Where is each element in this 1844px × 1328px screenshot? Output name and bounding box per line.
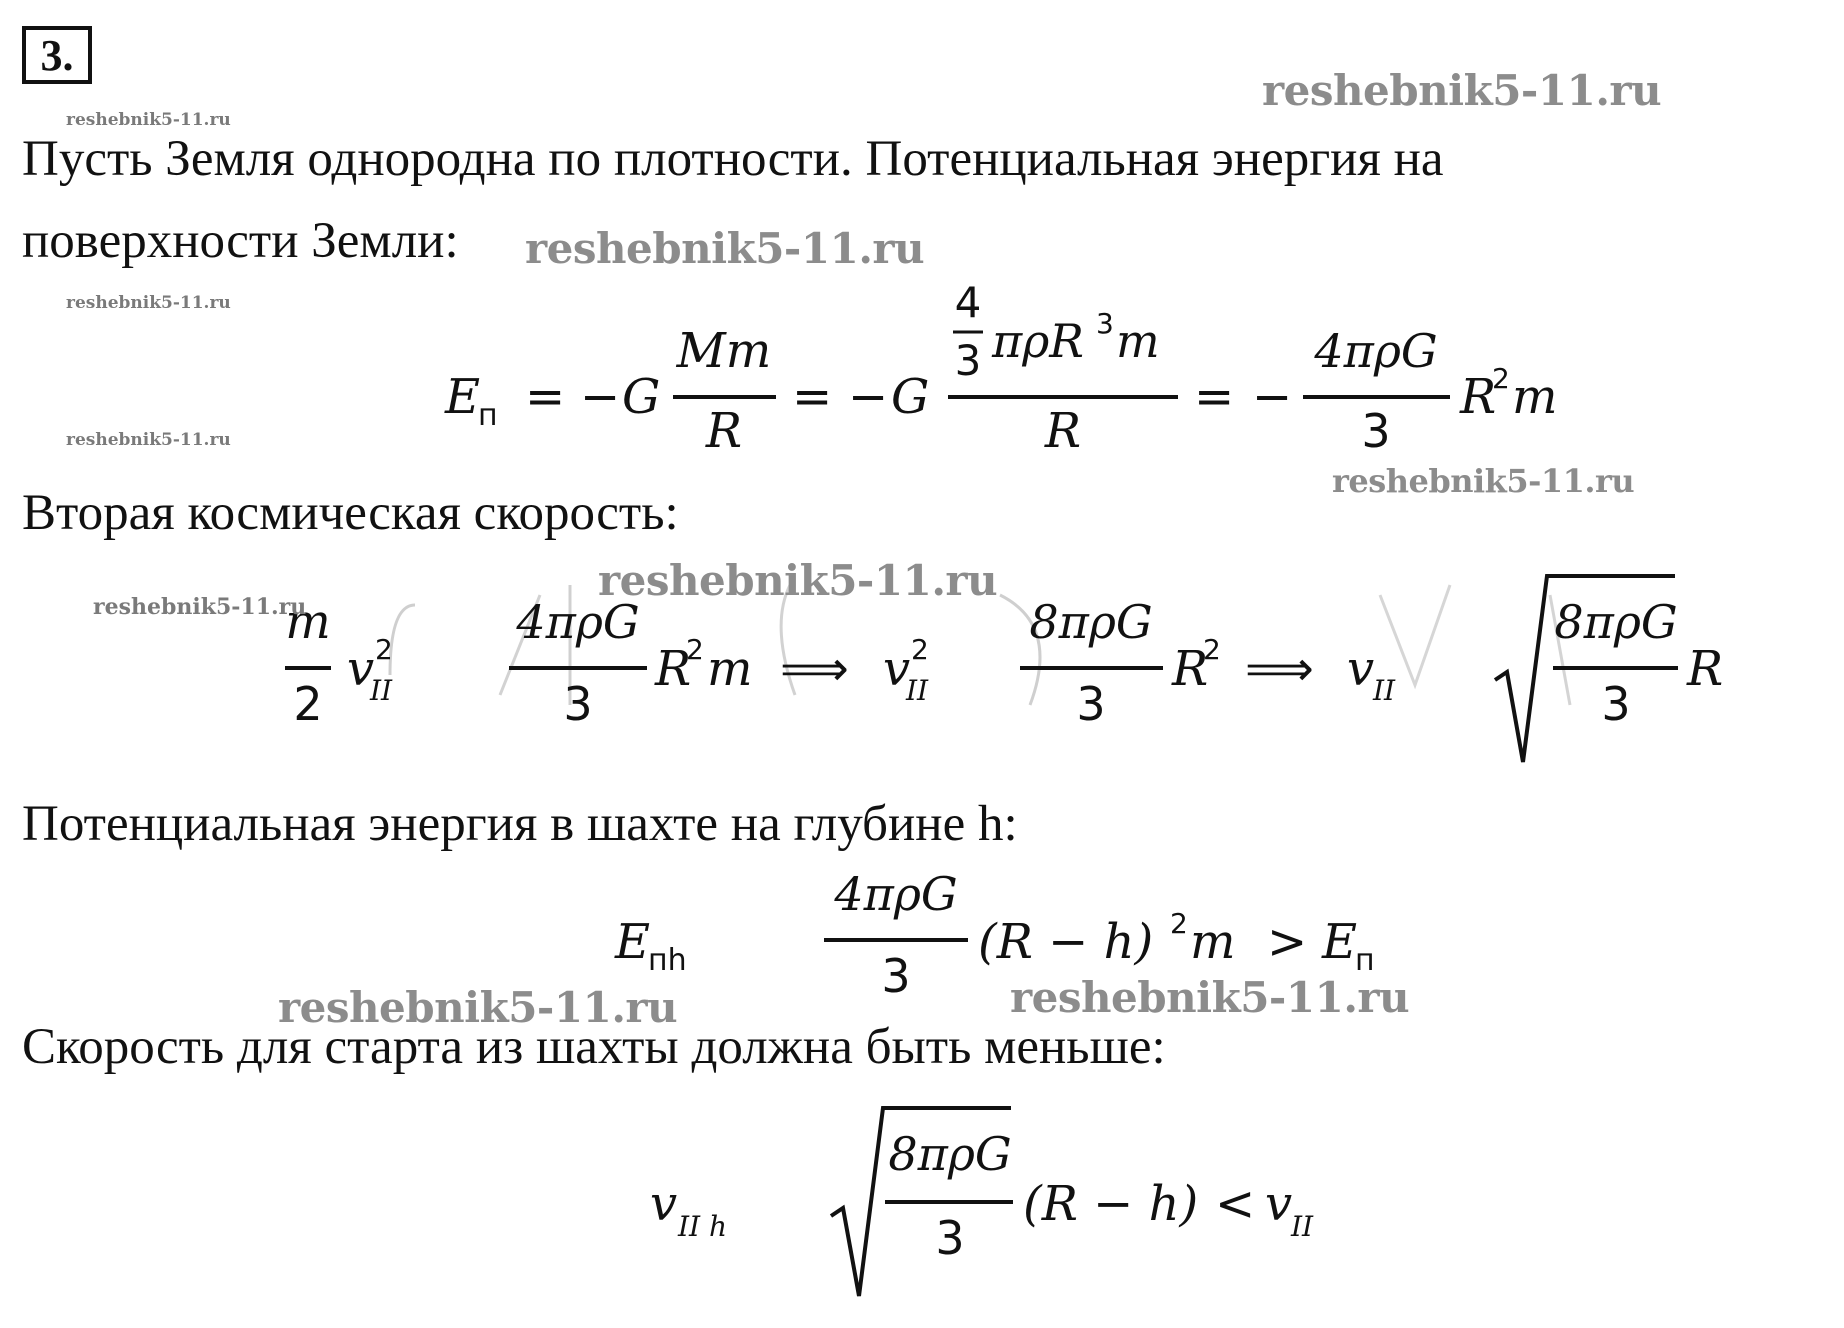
svg-text:4: 4 [954,278,982,327]
svg-text:3: 3 [1096,307,1114,340]
paragraph-1-line-2: поверхности Земли: [22,213,459,269]
watermark-large: reshebnik5-11.ru [525,224,925,273]
svg-text:4πρG: 4πρG [834,867,958,921]
svg-text:R: R [1044,403,1082,459]
svg-text:⟹: ⟹ [1245,641,1314,697]
formula-second-cosmic-velocity [255,570,1755,780]
watermark-small: reshebnik5-11.ru [66,293,231,313]
svg-text:−: − [1252,369,1293,425]
svg-text:3: 3 [1361,404,1391,458]
svg-text:2: 2 [293,677,323,731]
svg-text:E: E [1322,914,1358,970]
watermark-small: reshebnik5-11.ru [66,110,231,130]
formula-potential-energy-surface [430,278,1590,470]
svg-text:Mm: Mm [676,323,772,379]
svg-text:II: II [906,674,929,707]
svg-text:II: II [1373,674,1396,707]
formula-velocity-shaft [645,1098,1385,1298]
svg-text:п: п [1355,943,1375,978]
watermark-large: reshebnik5-11.ru [1262,66,1662,115]
svg-text:m: m [1190,914,1236,970]
svg-text:R: R [655,641,692,697]
svg-text:3: 3 [954,336,982,385]
svg-text:v: v [347,641,375,697]
svg-text:G: G [891,369,930,425]
problem-number: 3. [22,26,92,84]
paragraph-2: Вторая космическая скорость: [22,485,679,541]
svg-text:2: 2 [1203,633,1221,666]
svg-text:=: = [1194,369,1235,425]
svg-text:(R − h): (R − h) [1023,1176,1199,1232]
svg-text:>: > [1267,914,1308,970]
svg-text:E: E [615,914,651,970]
svg-text:3: 3 [1601,677,1631,731]
svg-text:=: = [525,369,566,425]
svg-text:R: R [1687,641,1724,697]
svg-text:2: 2 [375,633,393,666]
svg-text:3: 3 [563,677,593,731]
svg-text:4πρG: 4πρG [516,595,640,649]
svg-text:II: II [1291,1210,1314,1243]
svg-text:R: R [705,403,743,459]
svg-text:R: R [1460,369,1497,425]
watermark-small: reshebnik5-11.ru [93,594,307,620]
svg-text:пh: пh [648,943,687,978]
svg-text:2: 2 [686,633,704,666]
paragraph-3: Потенциальная энергия в шахте на глубине h: [22,796,1018,852]
svg-text:3: 3 [935,1211,965,1265]
paragraph-1-line-1: Пусть Земля однородна по плотности. Потенциальная энергия на [22,131,1444,187]
svg-text:=: = [792,369,833,425]
svg-text:⟹: ⟹ [780,641,849,697]
svg-text:3: 3 [1076,677,1106,731]
svg-text:v: v [650,1176,678,1232]
svg-text:v: v [1347,641,1375,697]
paragraph-4: Скорость для старта из шахты должна быть меньше: [22,1019,1166,1075]
svg-text:<: < [1215,1176,1256,1232]
svg-text:E: E [445,369,481,425]
watermark-large: reshebnik5-11.ru [278,983,678,1032]
svg-text:8πρG: 8πρG [1029,595,1153,649]
svg-text:3: 3 [881,949,911,1003]
svg-text:2: 2 [911,633,929,666]
svg-text:m: m [1512,369,1558,425]
svg-text:4πρG: 4πρG [1314,324,1438,378]
svg-text:−: − [580,369,621,425]
svg-text:2: 2 [1492,362,1510,395]
watermark-large: reshebnik5-11.ru [598,556,998,605]
svg-text:m: m [1116,314,1160,368]
watermark-large: reshebnik5-11.ru [1332,462,1635,500]
svg-text:II h: II h [678,1210,728,1243]
svg-text:G: G [622,369,661,425]
svg-text:8πρG: 8πρG [1554,595,1678,649]
svg-text:πρR: πρR [992,314,1084,368]
svg-text:п: п [478,398,498,433]
svg-text:v: v [883,641,911,697]
svg-text:8πρG: 8πρG [888,1127,1012,1181]
svg-text:(R − h): (R − h) [978,914,1154,970]
watermark-large: reshebnik5-11.ru [1010,973,1410,1022]
svg-text:2: 2 [1170,907,1188,940]
svg-text:II: II [370,674,393,707]
svg-text:R: R [1172,641,1209,697]
svg-text:−: − [848,369,889,425]
svg-text:m: m [285,594,331,650]
svg-text:v: v [1265,1176,1293,1232]
svg-text:m: m [707,641,753,697]
watermark-small: reshebnik5-11.ru [66,430,231,450]
